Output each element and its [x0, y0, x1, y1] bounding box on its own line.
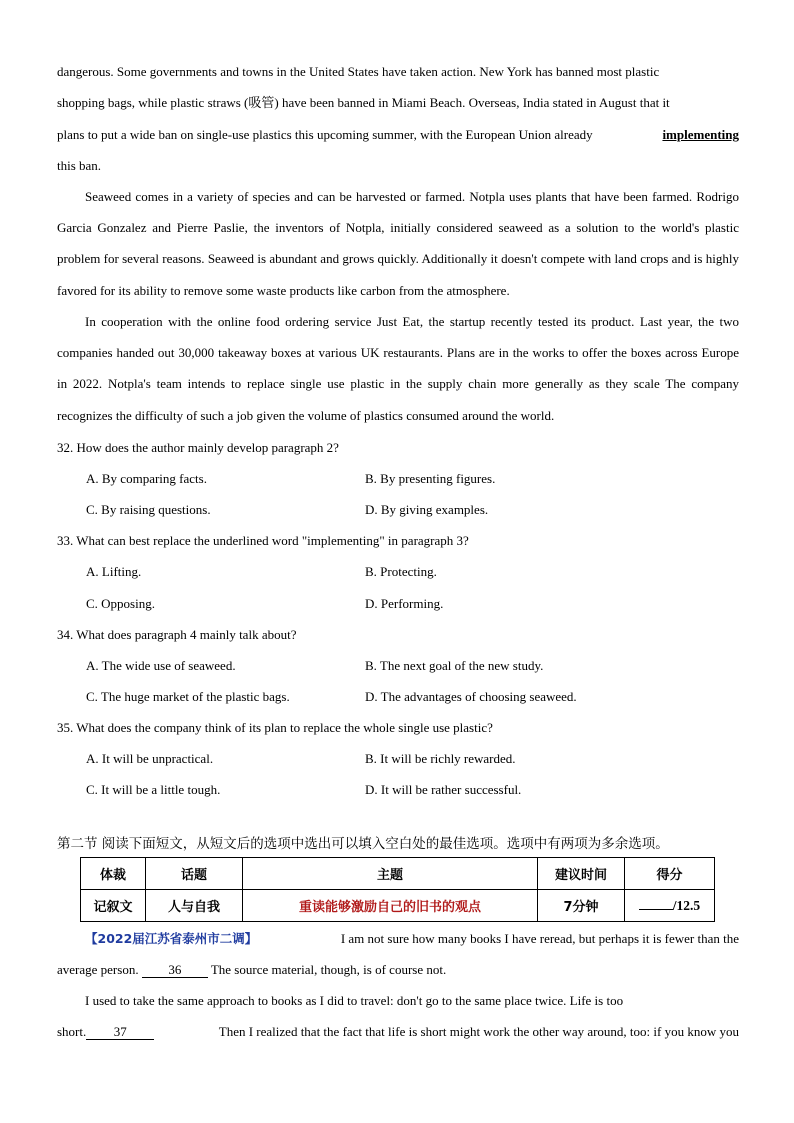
paragraph-3-block [57, 306, 739, 431]
question-35: 35. What does the company think of its plan to replace the whole single use plastic? [57, 720, 493, 735]
p1-line-2: shopping bags, while plastic straws (吸管) have been banned in Miami Beach. Overseas, India stated in August that it [57, 95, 670, 110]
section-2-heading: 第二节 阅读下面短文，从短文后的选项中选出可以填入空白处的最佳选项。选项中有两项为多余选项。 [57, 836, 669, 852]
cell-topic: 人与自我 [146, 890, 243, 922]
passage-line-2 [57, 960, 739, 980]
question-32: 32. How does the author mainly develop paragraph 2? [57, 440, 339, 455]
passage-line-2-pre: average person. [57, 962, 139, 977]
passage-line-2-post: The source material, though, is of course not. [210, 962, 447, 977]
q32-option-a: A. By comparing facts. [86, 471, 207, 486]
q32-option-c: C. By raising questions. [86, 502, 211, 517]
underlined-word-implementing: implementing [662, 127, 739, 142]
q32-option-d: D. By giving examples. [365, 502, 489, 517]
q35-option-c: C. It will be a little tough. [86, 782, 221, 797]
q33-option-d: D. Performing. [365, 596, 444, 611]
passage-line-4-post: Then I realized that the fact that life is short might work the other way around, too: if you know you [218, 1024, 739, 1039]
header-score: 得分 [625, 858, 715, 890]
q35-option-d: D. It will be rather successful. [365, 782, 522, 797]
q34-option-d: D. The advantages of choosing seaweed. [365, 689, 577, 704]
header-time: 建议时间 [538, 858, 625, 890]
q33-option-a: A. Lifting. [86, 564, 142, 579]
q33-option-c: C. Opposing. [86, 596, 155, 611]
score-total: /12.5 [672, 897, 701, 913]
passage-line-4-pre-wrap [57, 1022, 154, 1042]
header-genre: 体裁 [81, 858, 146, 890]
p1-line-3 [57, 125, 739, 145]
q33-option-b: B. Protecting. [365, 564, 437, 579]
table-header-row [81, 858, 715, 890]
blank-36[interactable]: 36 [142, 963, 208, 978]
passage-line-1 [57, 929, 739, 949]
header-theme: 主题 [243, 858, 538, 890]
p1-line-4: this ban. [57, 158, 102, 173]
cell-genre: 记叙文 [81, 890, 146, 922]
header-topic: 话题 [146, 858, 243, 890]
passage-line-4-pre: short. [57, 1024, 87, 1039]
blank-37[interactable]: 37 [86, 1025, 154, 1040]
paragraph-3: In cooperation with the online food ordering service Just Eat, the startup recently tested its product. Last year, the two companies handed out 30,000 takeaway boxes at various UK restaurants. Plans are in the works to offer the boxes across Europe in 2022. Notpla's team intends to replace single use plastic in the supply chain more generally as they scale The company recognizes the difficulty of such a job given the volume of plastics consumed around the world. [57, 314, 739, 423]
q34-option-b: B. The next goal of the new study. [365, 658, 544, 673]
p1-line-1: dangerous. Some governments and towns in the United States have taken action. New York has banned most plastic [57, 64, 660, 79]
question-34: 34. What does paragraph 4 mainly talk about? [57, 627, 297, 642]
source-tag-wrapper [57, 929, 257, 949]
score-blank[interactable] [639, 909, 673, 910]
passage-line-3-text: I used to take the same approach to books as I did to travel: don't go to the same place twice. Life is too [85, 993, 624, 1008]
passage-line-1-text: I am not sure how many books I have reread, but perhaps it is fewer than the [340, 931, 739, 946]
paragraph-2: Seaweed comes in a variety of species and can be harvested or farmed. Notpla uses plants that have been farmed. Rodrigo Garcia Gonzalez and Pierre Paslie, the inventors of Notpla, initially considered seaweed as a solution to the world's plastic problem for several reasons. Seaweed is abundant and grows quickly. Additionally it doesn't compete with land crops and is highly favored for its ability to remove some waste products like carbon from the atmosphere. [57, 189, 739, 298]
q35-option-a: A. It will be unpractical. [86, 751, 214, 766]
paragraph-2-block [57, 181, 739, 306]
table-row [81, 890, 715, 922]
q35-option-b: B. It will be richly rewarded. [365, 751, 516, 766]
source-tag: 【2022届江苏省泰州市二调】 [85, 931, 258, 946]
q34-option-a: A. The wide use of seaweed. [86, 658, 236, 673]
info-table [80, 857, 715, 922]
passage-line-3 [57, 991, 739, 1011]
q32-option-b: B. By presenting figures. [365, 471, 496, 486]
q34-option-c: C. The huge market of the plastic bags. [86, 689, 290, 704]
question-33: 33. What can best replace the underlined word "implementing" in paragraph 3? [57, 533, 469, 548]
cell-score [625, 890, 715, 922]
p1-line-3-text: plans to put a wide ban on single-use plastics this upcoming summer, with the European Union already [57, 127, 593, 142]
cell-theme: 重读能够激励自己的旧书的观点 [243, 890, 538, 922]
passage-line-4 [57, 1022, 739, 1042]
cell-time: 7分钟 [538, 890, 625, 922]
